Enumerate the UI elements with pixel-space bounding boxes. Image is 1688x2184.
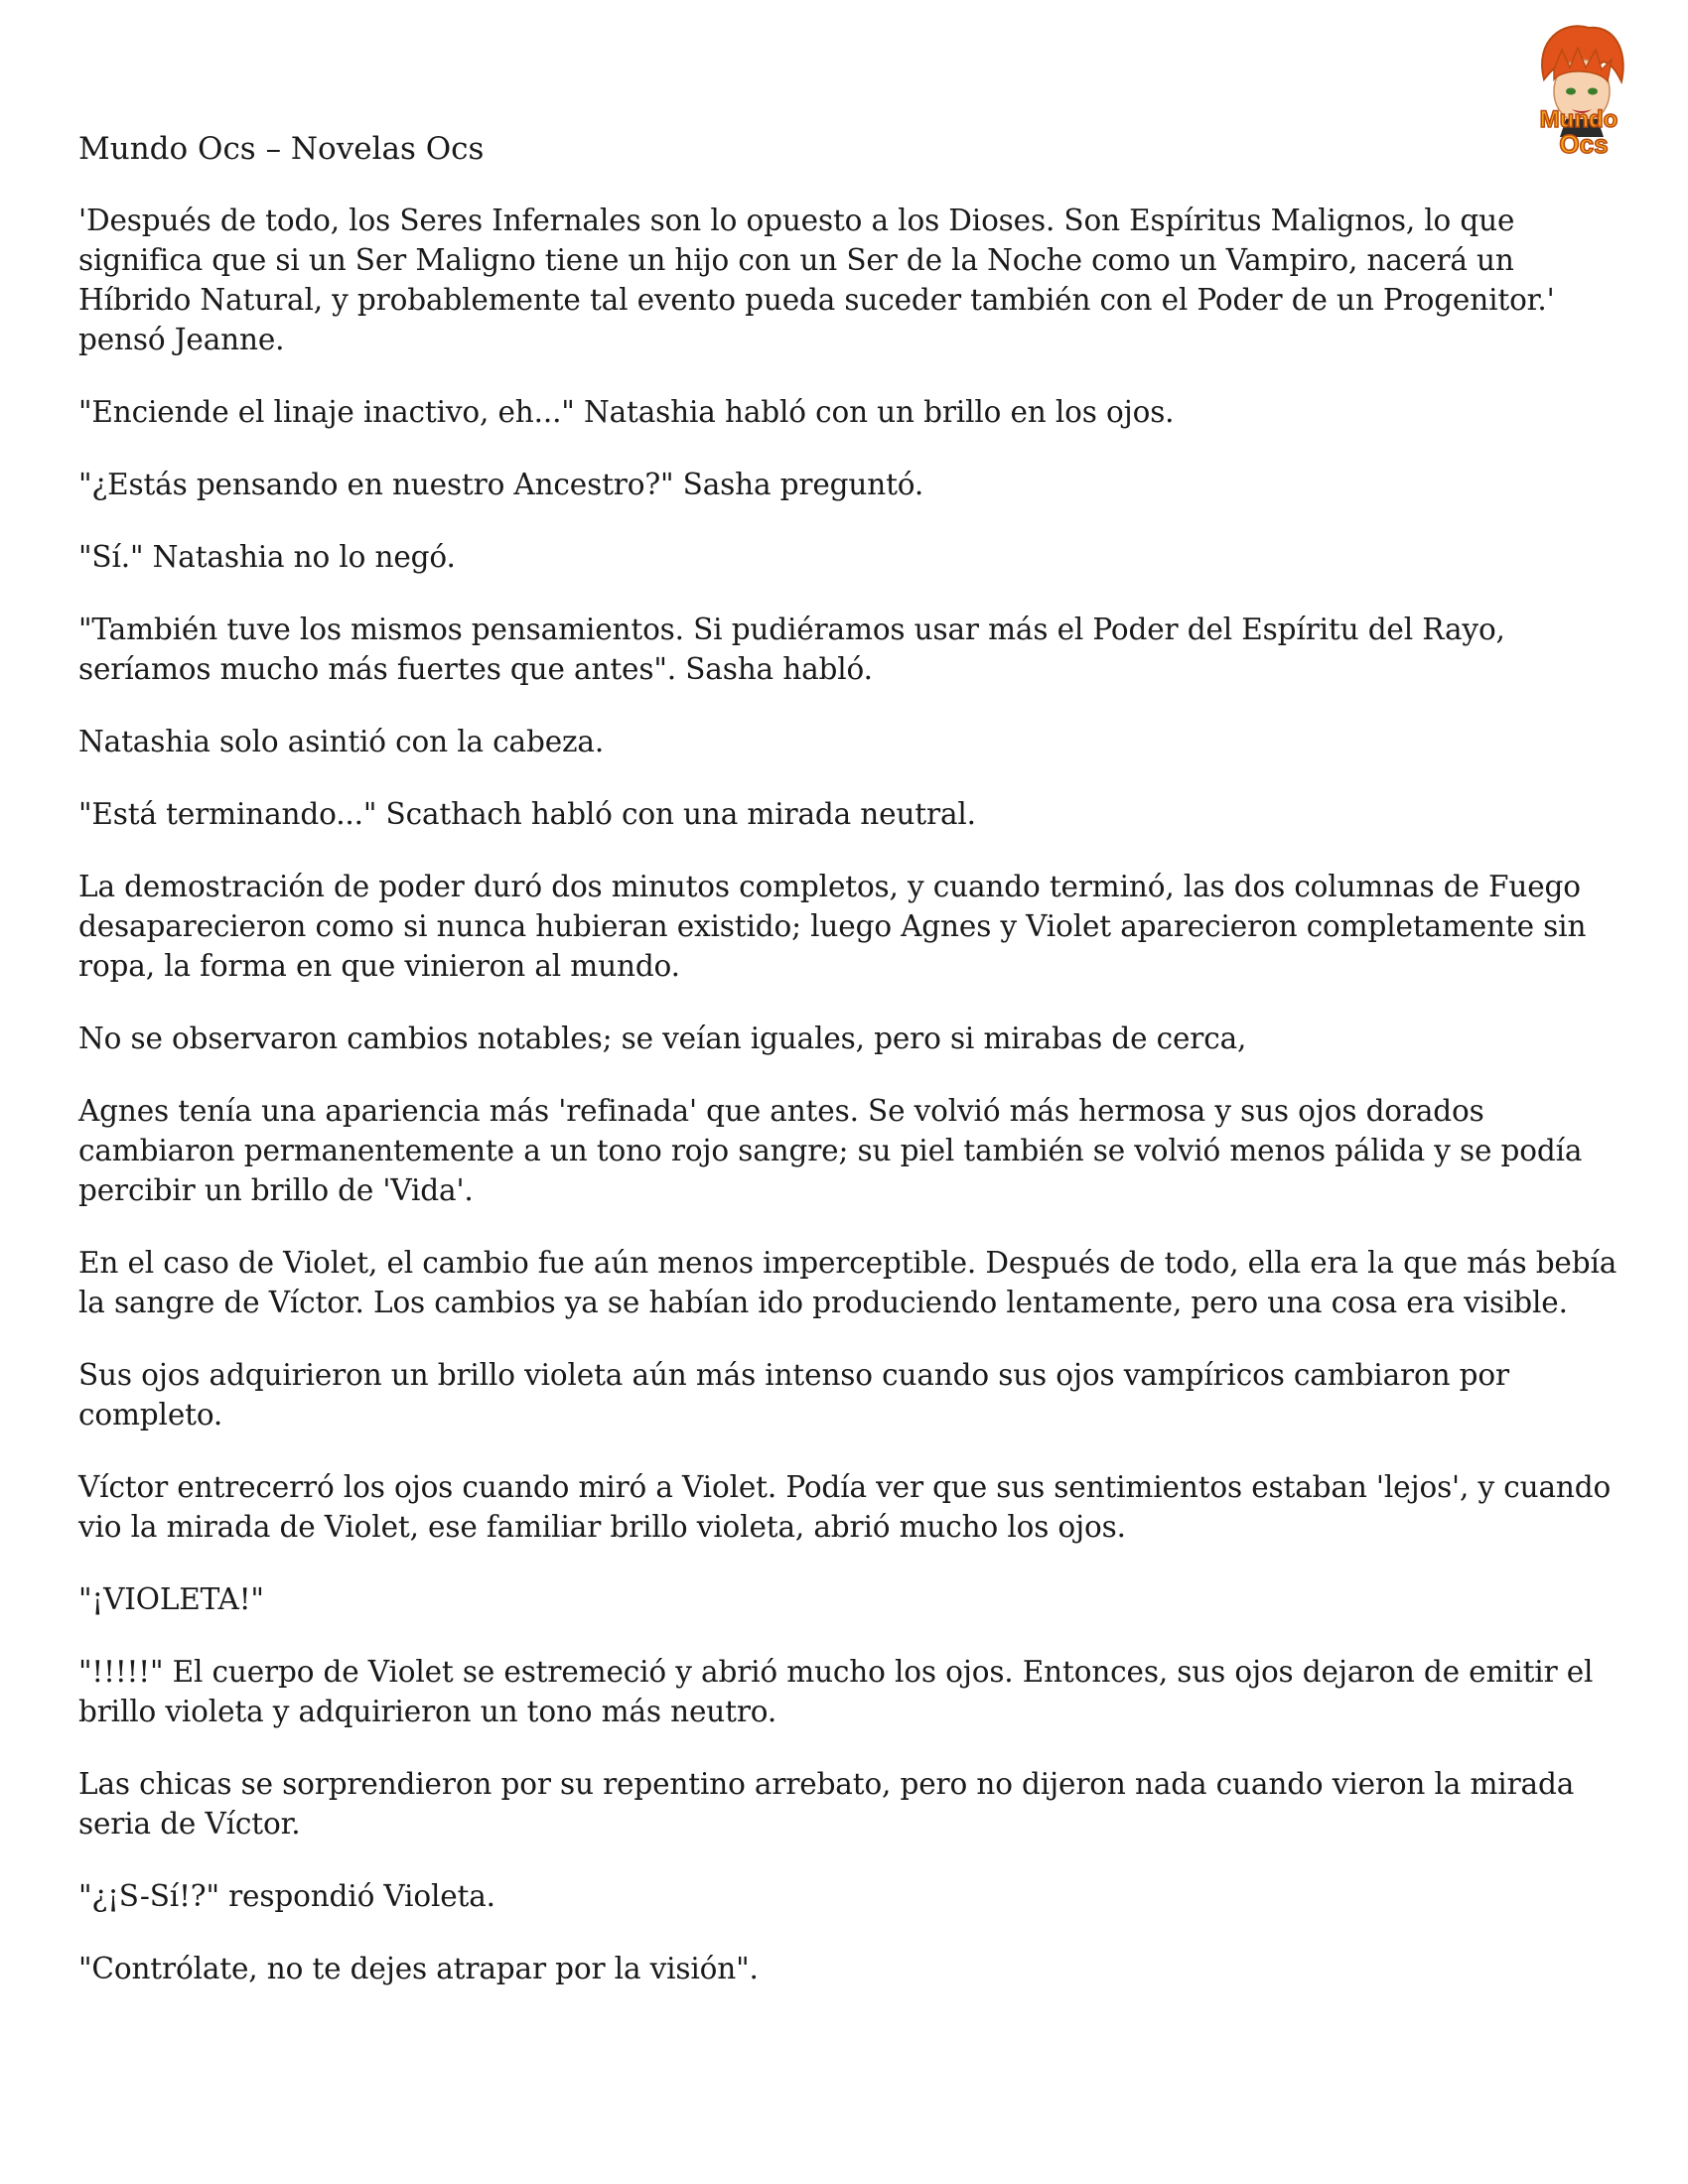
svg-text:Ocs: Ocs: [1559, 129, 1609, 159]
paragraph: "¡VIOLETA!": [78, 1582, 264, 1616]
paragraph: "¿¡S-Sí!?" respondió Violeta.: [78, 1879, 495, 1913]
paragraph: Agnes tenía una apariencia más 'refinada' que antes. Se volvió más hermosa y sus ojos dorados cambiaron permanentemente a un tono rojo sangre; su piel también se volvió menos pálida y se podía percibir un brillo de 'Vida'.: [78, 1094, 1583, 1207]
paragraph: No se observaron cambios notables; se veían iguales, pero si mirabas de cerca,: [78, 1022, 1247, 1055]
paragraph: La demostración de poder duró dos minutos completos, y cuando terminó, las dos columnas de Fuego desaparecieron como si nunca hubieran existido; luego Agnes y Violet aparecieron completamente sin ropa, la forma en que vinieron al mundo.: [78, 870, 1587, 983]
paragraph: Sus ojos adquirieron un brillo violeta aún más intenso cuando sus ojos vampíricos cambiaron por completo.: [78, 1358, 1509, 1432]
svg-text:Mundo: Mundo: [1539, 106, 1618, 133]
paragraph: "También tuve los mismos pensamientos. Si pudiéramos usar más el Poder del Espíritu del Rayo, seríamos mucho más fuertes que antes". Sasha habló.: [78, 613, 1505, 686]
paragraph: "Contrólate, no te dejes atrapar por la visión".: [78, 1952, 759, 1985]
paragraph: "Enciende el linaje inactivo, eh..." Natashia habló con un brillo en los ojos.: [78, 395, 1175, 429]
paragraph: "!!!!!" El cuerpo de Violet se estremeció y abrió mucho los ojos. Entonces, sus ojos dejaron de emitir el brillo violeta y adquirieron un tono más neutro.: [78, 1655, 1594, 1728]
paragraph: "Sí." Natashia no lo negó.: [78, 540, 456, 574]
paragraph: Las chicas se sorprendieron por su repentino arrebato, pero no dijeron nada cuando vieron la mirada seria de Víctor.: [78, 1767, 1575, 1841]
mundo-ocs-logo: [1504, 20, 1653, 169]
paragraph: 'Después de todo, los Seres Infernales son lo opuesto a los Dioses. Son Espíritus Malignos, lo que significa que si un Ser Maligno tiene un hijo con un Ser de la Noche como un Vampiro, nacerá un Híbrido Natural, y probablemente tal evento pueda suceder también con el Poder de un Progenitor.' pensó Jeanne.: [78, 204, 1555, 356]
paragraph: En el caso de Violet, el cambio fue aún menos imperceptible. Después de todo, ella era la que más bebía la sangre de Víctor. Los cambios ya se habían ido produciendo lentamente, pero una cosa era visible.: [78, 1246, 1618, 1319]
page-header: Mundo Ocs – Novelas Ocs: [78, 131, 485, 167]
paragraph: Natashia solo asintió con la cabeza.: [78, 725, 605, 758]
paragraph: "Está terminando..." Scathach habló con una mirada neutral.: [78, 797, 976, 831]
paragraph: Víctor entrecerró los ojos cuando miró a Violet. Podía ver que sus sentimientos estaban 'lejos', y cuando vio la mirada de Violet, ese familiar brillo violeta, abrió mucho los ojos.: [78, 1470, 1612, 1544]
paragraph: "¿Estás pensando en nuestro Ancestro?" Sasha preguntó.: [78, 468, 924, 501]
document-body: [78, 201, 1627, 2021]
